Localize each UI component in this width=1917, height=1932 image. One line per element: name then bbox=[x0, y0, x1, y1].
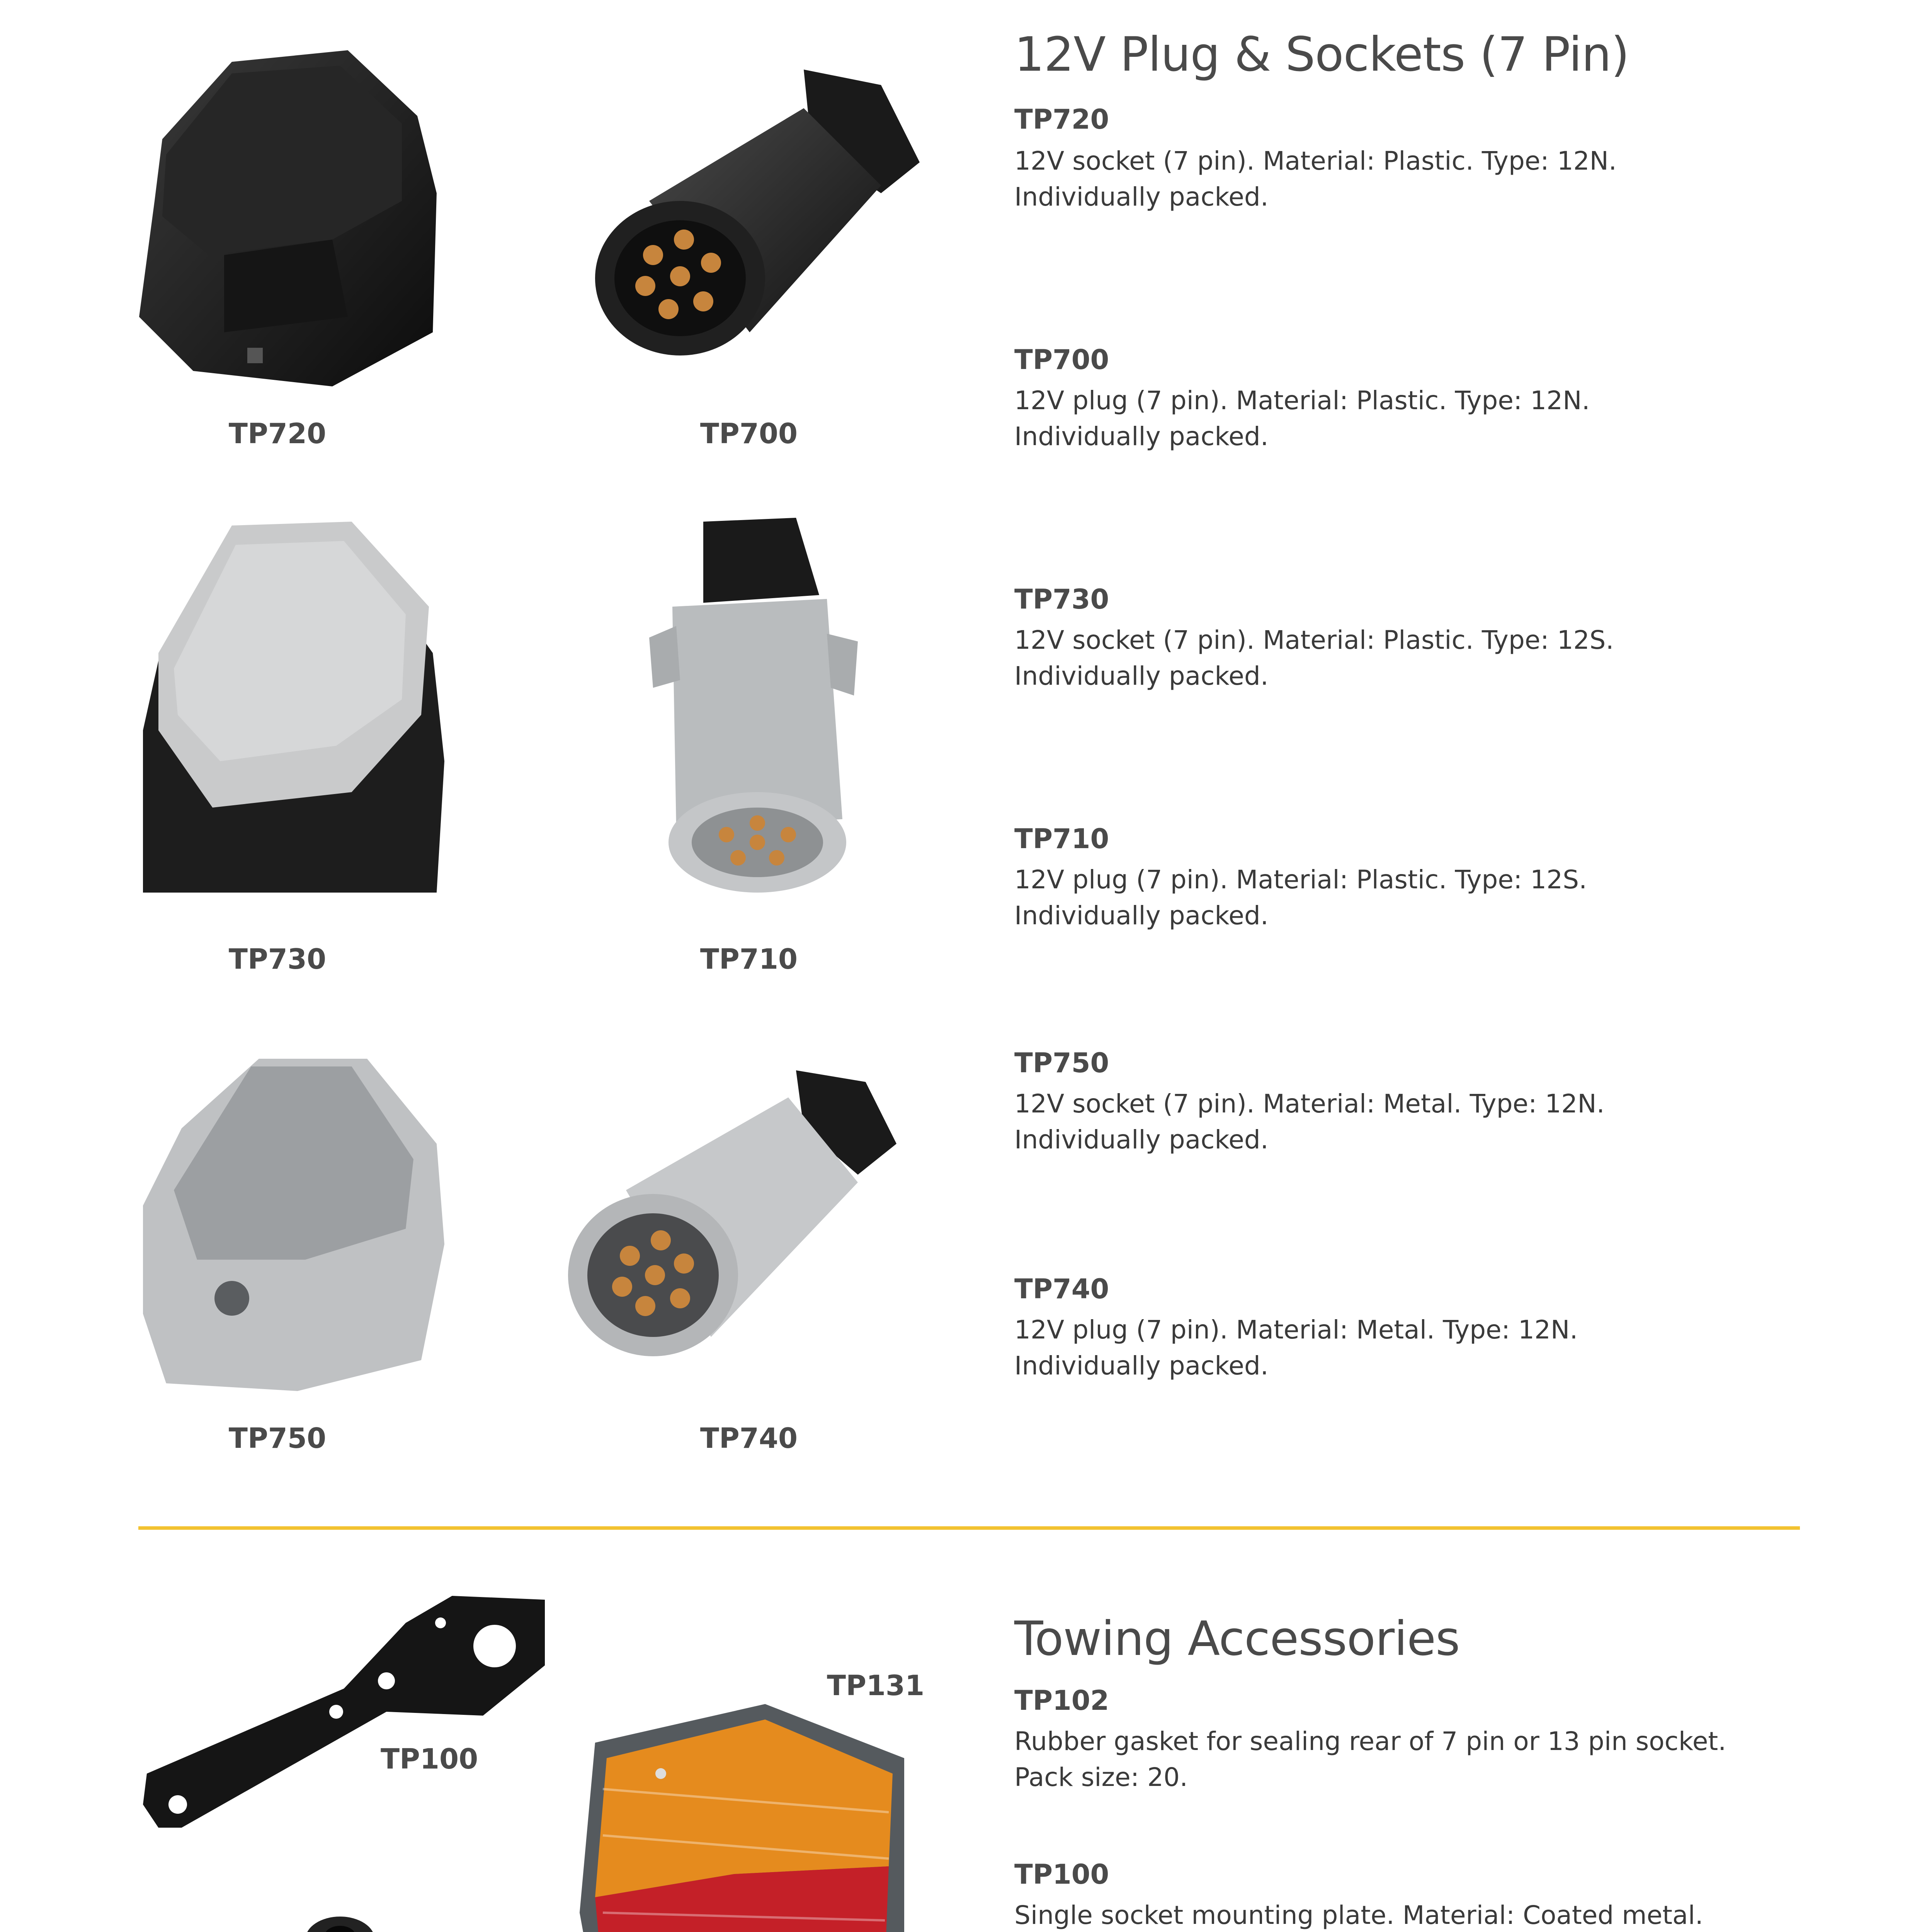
product-description: 12V plug (7 pin). Material: Metal. Type: 12N. bbox=[1014, 1315, 1578, 1345]
product-description: Individually packed. bbox=[1014, 182, 1269, 212]
caption-tp720: TP720 bbox=[228, 417, 327, 450]
product-code: TP100 bbox=[1014, 1859, 1109, 1890]
product-description: Individually packed. bbox=[1014, 901, 1269, 930]
product-description: Single socket mounting plate. Material: Coated metal. bbox=[1014, 1900, 1703, 1930]
tp710-plug-image bbox=[626, 510, 881, 904]
product-code: TP720 bbox=[1014, 104, 1109, 135]
product-code: TP700 bbox=[1014, 344, 1109, 376]
section-divider bbox=[138, 1526, 1800, 1530]
product-description: 12V plug (7 pin). Material: Plastic. Type: 12N. bbox=[1014, 386, 1590, 415]
caption-tp131: TP131 bbox=[827, 1669, 925, 1702]
tp750-socket-image bbox=[135, 1043, 452, 1403]
caption-tp710: TP710 bbox=[700, 943, 798, 975]
tp102-gasket-image bbox=[135, 1905, 529, 1932]
product-description: Individually packed. bbox=[1014, 422, 1269, 451]
product-code: TP710 bbox=[1014, 823, 1109, 855]
caption-tp730: TP730 bbox=[228, 943, 327, 975]
product-code: TP750 bbox=[1014, 1047, 1109, 1079]
tp720-socket-image bbox=[131, 39, 448, 394]
product-description: Individually packed. bbox=[1014, 661, 1269, 691]
product-description: 12V socket (7 pin). Material: Plastic. Type: 12N. bbox=[1014, 146, 1617, 176]
product-code: TP102 bbox=[1014, 1685, 1109, 1716]
product-description: Individually packed. bbox=[1014, 1351, 1269, 1381]
product-description: Pack size: 20. bbox=[1014, 1762, 1188, 1792]
tp131-lamp-image bbox=[564, 1696, 920, 1932]
product-description: Rubber gasket for sealing rear of 7 pin or 13 pin socket. bbox=[1014, 1726, 1726, 1756]
caption-tp750: TP750 bbox=[228, 1422, 327, 1454]
product-description: 12V socket (7 pin). Material: Plastic. Type: 12S. bbox=[1014, 625, 1614, 655]
product-description: Individually packed. bbox=[1014, 1125, 1269, 1155]
product-description: 12V plug (7 pin). Material: Plastic. Type: 12S. bbox=[1014, 865, 1587, 895]
product-code: TP730 bbox=[1014, 583, 1109, 615]
section-title-towing-accessories: Towing Accessories bbox=[1014, 1611, 1460, 1666]
caption-tp740: TP740 bbox=[700, 1422, 798, 1454]
section-title-plug-sockets: 12V Plug & Sockets (7 Pin) bbox=[1014, 27, 1629, 82]
caption-tp700: TP700 bbox=[700, 417, 798, 450]
product-description: 12V socket (7 pin). Material: Metal. Type: 12N. bbox=[1014, 1089, 1605, 1119]
tp700-plug-image bbox=[587, 62, 927, 363]
product-code: TP740 bbox=[1014, 1273, 1109, 1305]
tp730-socket-image bbox=[135, 514, 452, 912]
tp740-plug-image bbox=[564, 1059, 904, 1391]
tp100-plate-image bbox=[135, 1588, 549, 1835]
caption-tp100: TP100 bbox=[381, 1743, 478, 1775]
